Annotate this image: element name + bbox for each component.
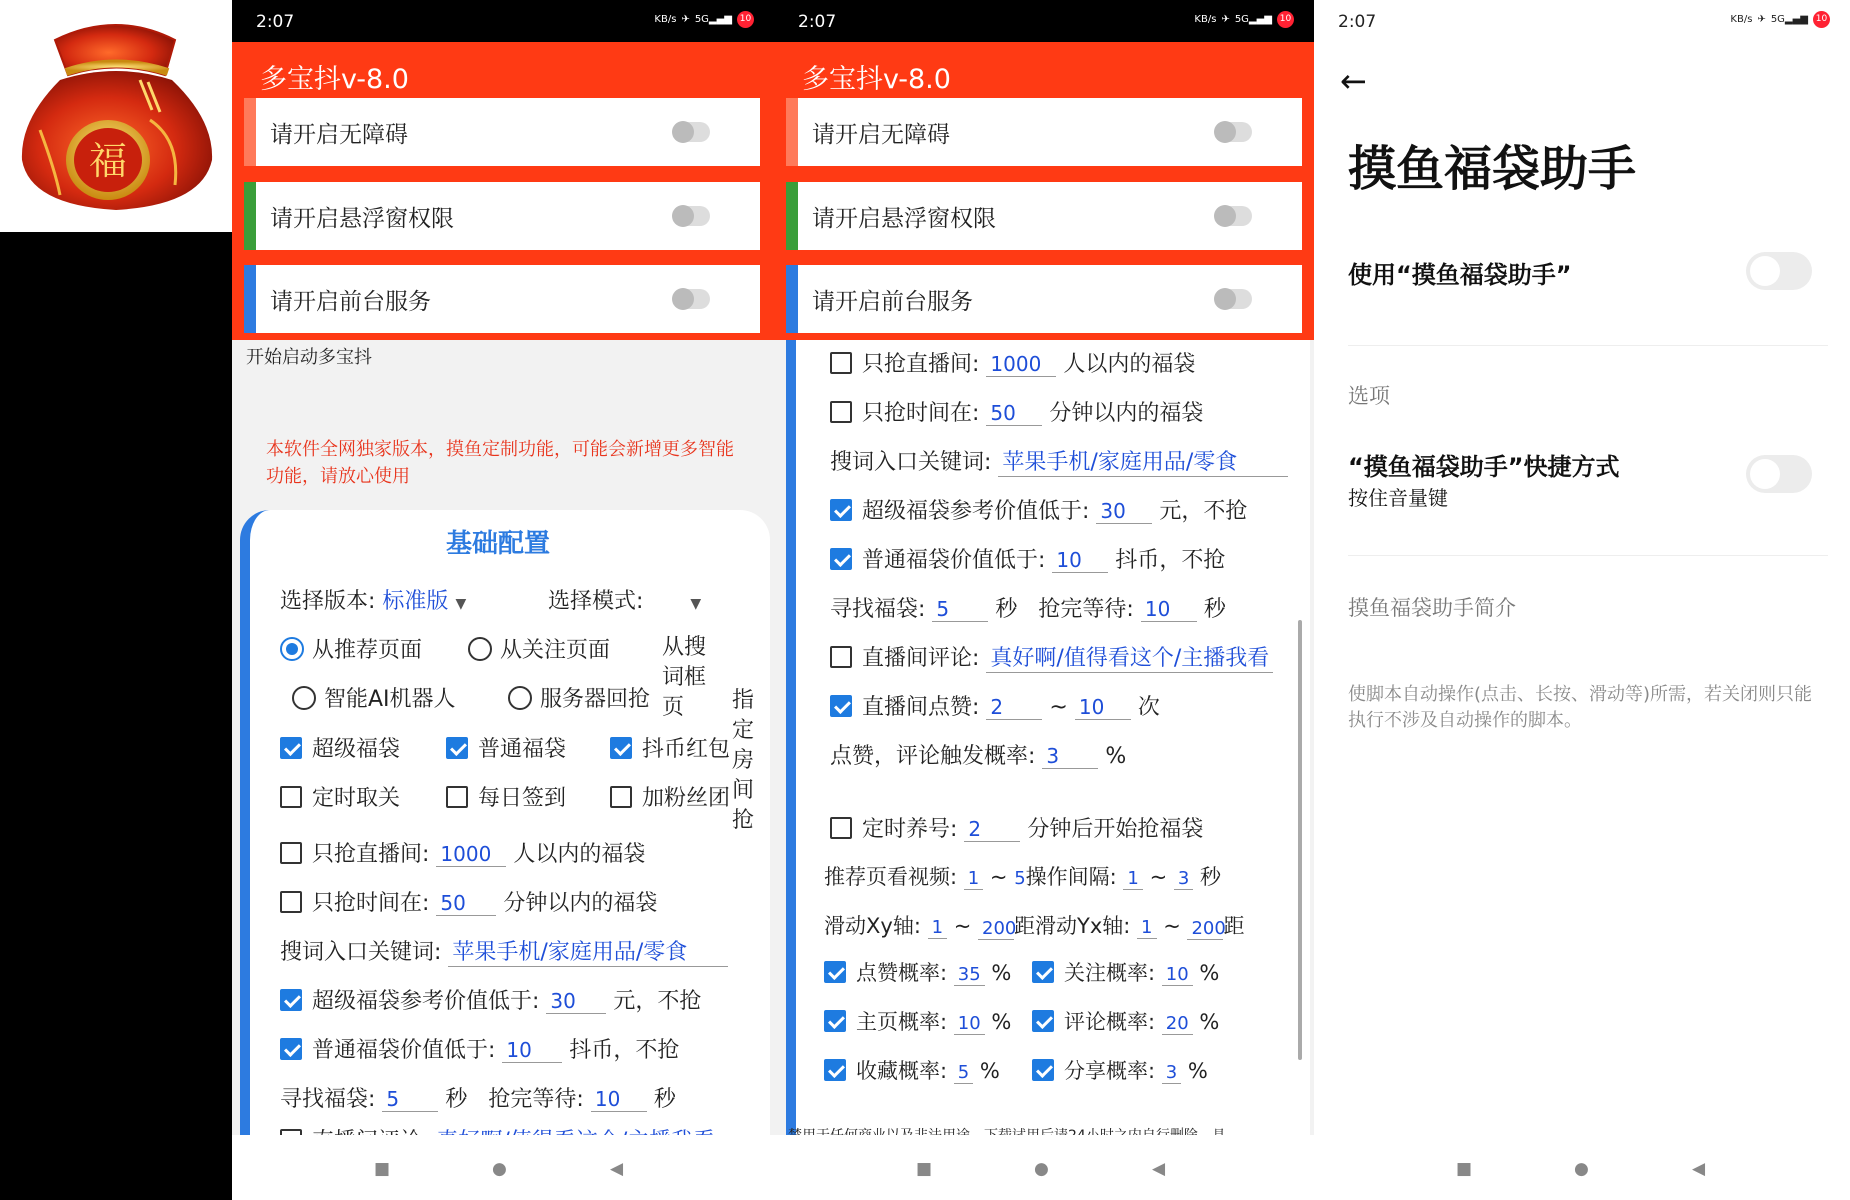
unit: % [1199, 961, 1220, 985]
prob-comment-row [1032, 1006, 1219, 1036]
radio-label: 指定房间抢 [732, 688, 755, 833]
rec-min-input[interactable]: 1 [964, 868, 983, 890]
normal-value-row [830, 543, 1225, 574]
divider [1348, 345, 1828, 346]
options-heading: 选项 [1348, 384, 1390, 408]
home-icon[interactable]: ● [1034, 1159, 1049, 1179]
accent-line [786, 340, 796, 1135]
row-label: 收藏概率: [856, 1059, 948, 1083]
row-label: 推荐页看视频: [824, 865, 958, 889]
sx-min-input[interactable]: 1 [928, 917, 947, 939]
row-suffix: 人以内的福袋 [1063, 352, 1196, 377]
prob-fav-row [824, 1055, 1000, 1085]
tilde: ~ [989, 865, 1008, 889]
prob-follow-row [1032, 957, 1219, 987]
tilde: ~ [1149, 865, 1168, 889]
status-bar [774, 0, 1314, 42]
row-suffix: 抖币，不抢 [1115, 548, 1226, 573]
keyword-input[interactable]: 苹果手机/家庭用品/零食 [448, 935, 728, 967]
nav-bar [774, 1135, 1314, 1200]
super-value-row [280, 984, 701, 1015]
status-time: 2:07 [1338, 12, 1377, 32]
time-limit-input[interactable]: 50 [436, 891, 496, 916]
radio-follow[interactable] [468, 633, 610, 664]
config-title: 基础配置 [446, 529, 551, 559]
back-icon[interactable]: ◀ [1692, 1159, 1706, 1179]
shortcut-label: “摸鱼福袋助手”快捷方式 [1348, 453, 1620, 481]
radio-icon[interactable] [292, 686, 316, 710]
row-label: 抢完等待: [488, 1087, 584, 1112]
status-bar [1314, 0, 1850, 42]
tilde: ~ [1163, 914, 1181, 938]
rec-max-input[interactable]: 5 [1014, 868, 1026, 889]
unit: 秒 [653, 1087, 676, 1112]
cb-label: 抖币红包 [642, 737, 731, 762]
row-label: 寻找福袋: [280, 1087, 376, 1112]
tilde: ~ [953, 914, 972, 938]
shortcut-sub: 按住音量键 [1348, 486, 1448, 510]
foreground-service-card[interactable] [786, 265, 1302, 333]
prob-like-row [824, 957, 1011, 987]
home-prob-input[interactable]: 10 [954, 1013, 985, 1035]
rec-row [824, 861, 1221, 891]
row-label: 超级福袋参考价值低于: [312, 989, 540, 1014]
battery-badge: 10 [1277, 11, 1294, 28]
home-icon[interactable]: ● [1574, 1159, 1589, 1179]
mode-label: 选择模式: [548, 589, 644, 614]
find-input[interactable]: 5 [932, 597, 988, 622]
checkbox-icon[interactable] [824, 961, 846, 983]
unit: 距 [1223, 914, 1245, 938]
card-label: 请开启悬浮窗权限 [270, 206, 454, 232]
app-title: 多宝抖v-8.0 [802, 64, 951, 95]
checkbox-icon[interactable] [280, 842, 302, 864]
swipe-row [824, 910, 1244, 940]
cb-coin[interactable] [610, 732, 730, 763]
cb-fans[interactable] [610, 781, 730, 812]
cb-unfollow[interactable] [280, 781, 400, 812]
notice-text: 本软件全网独家版本，摸鱼定制功能，可能会新增更多智能功能，请放心使用 [266, 439, 734, 487]
row-suffix: 分钟后开始抢福袋 [1027, 817, 1204, 842]
time-limit-row [280, 886, 657, 917]
cb-signin[interactable] [446, 781, 566, 812]
row-label: 搜词入口关键词: [280, 940, 442, 965]
row-suffix: 分钟以内的福袋 [1049, 401, 1204, 426]
card-label: 请开启前台服务 [270, 289, 431, 315]
back-icon[interactable]: ◀ [1152, 1159, 1166, 1179]
cb-label: 加粉丝团 [642, 786, 731, 811]
use-service-label: 使用“摸鱼福袋助手” [1348, 261, 1572, 289]
comment-input[interactable]: 真好啊/值得看这个/主播我看 [986, 641, 1273, 673]
row-label: 超级福袋参考价值低于: [862, 499, 1090, 524]
app-screen-2 [774, 0, 1314, 1200]
chevron-down-icon[interactable]: ▼ [690, 596, 702, 612]
status-icons: KB/s ✈ 5G▂▄▆ 10 [654, 11, 754, 28]
checkbox-icon[interactable] [830, 499, 852, 521]
back-icon[interactable]: ◀ [610, 1159, 624, 1179]
card-label: 请开启前台服务 [812, 289, 973, 315]
unit: % [991, 1010, 1012, 1034]
radio-server[interactable] [508, 682, 650, 713]
foreground-service-card[interactable] [244, 265, 760, 333]
row-label: 寻找福袋: [830, 597, 926, 622]
row-suffix: 分钟以内的福袋 [503, 891, 658, 916]
find-row [830, 592, 1226, 623]
checkbox-icon[interactable] [824, 1059, 846, 1081]
checkbox-icon[interactable] [830, 548, 852, 570]
unit: 秒 [995, 597, 1018, 622]
use-service-toggle[interactable] [1746, 252, 1812, 290]
foreground-toggle[interactable] [1216, 289, 1252, 309]
row-label: 搜词入口关键词: [830, 450, 992, 475]
checkbox-icon[interactable] [280, 1038, 302, 1060]
live-limit-input[interactable]: 1000 [986, 352, 1056, 377]
battery-badge: 10 [737, 11, 754, 28]
recents-icon[interactable]: ■ [916, 1159, 933, 1179]
super-value-input[interactable]: 30 [546, 989, 606, 1014]
radio-recommend[interactable] [280, 633, 422, 664]
row-label: 抢完等待: [1038, 597, 1134, 622]
wait-input[interactable]: 10 [591, 1087, 647, 1112]
home-icon[interactable]: ● [492, 1159, 507, 1179]
checkbox-icon[interactable] [830, 401, 852, 423]
unit: % [979, 1059, 1000, 1083]
overlay-permission-card[interactable] [244, 182, 760, 250]
status-icons: KB/s ✈ 5G▂▄▆ 10 [1730, 11, 1830, 28]
status-bar [232, 0, 774, 42]
status-icons: KB/s ✈ 5G▂▄▆ 10 [1194, 11, 1294, 28]
checkbox-icon[interactable] [1032, 961, 1054, 983]
row-label: 操作间隔: [1025, 865, 1117, 889]
app-header [232, 42, 774, 340]
unit: % [1187, 1059, 1208, 1083]
unit: % [991, 961, 1012, 985]
radio-label: 从搜词框页 [662, 635, 707, 720]
app-title: 多宝抖v-8.0 [260, 64, 409, 95]
row-suffix: 元，不抢 [613, 989, 702, 1014]
row-label: 点赞概率: [856, 961, 948, 985]
page-title: 摸鱼福袋助手 [1348, 141, 1637, 197]
find-input[interactable]: 5 [382, 1087, 438, 1112]
accessibility-settings-screen [1314, 0, 1850, 1200]
app-logo [0, 0, 232, 232]
row-label: 只抢直播间: [862, 352, 980, 377]
prob-home-row [824, 1006, 1011, 1036]
status-time: 2:07 [798, 12, 837, 32]
intro-heading: 摸鱼福袋助手简介 [1348, 596, 1516, 620]
normal-value-row [280, 1033, 679, 1064]
radio-label: 从关注页面 [500, 638, 611, 663]
keyword-input[interactable]: 苹果手机/家庭用品/零食 [998, 445, 1288, 477]
keyword-row [280, 935, 728, 967]
super-value-row [830, 494, 1247, 525]
row-label: 点赞，评论触发概率: [830, 744, 1036, 769]
cb-normal[interactable] [446, 732, 566, 763]
nav-bar [232, 1135, 774, 1200]
live-limit-input[interactable]: 1000 [436, 842, 506, 867]
checkbox-icon[interactable] [446, 786, 468, 808]
accessibility-toggle[interactable] [674, 122, 710, 142]
app-header [774, 42, 1314, 340]
accessibility-card[interactable] [786, 98, 1302, 166]
checkbox-icon[interactable] [1032, 1010, 1054, 1032]
row-label: 只抢时间在: [862, 401, 980, 426]
fav-prob-input[interactable]: 5 [954, 1062, 973, 1084]
checkbox-icon[interactable] [280, 989, 302, 1011]
row-label: 直播间评论: [862, 646, 980, 671]
disclaimer-text [788, 1125, 1226, 1135]
overlay-toggle[interactable] [674, 206, 710, 226]
row-label: 普通福袋价值低于: [862, 548, 1046, 573]
super-value-input[interactable]: 30 [1096, 499, 1152, 524]
live-limit-row [830, 347, 1195, 378]
row-suffix: 人以内的福袋 [513, 842, 646, 867]
card-label: 请开启无障碍 [270, 122, 408, 148]
checkbox-icon[interactable] [830, 352, 852, 374]
radio-icon[interactable] [508, 686, 532, 710]
svg-text:福: 福 [88, 139, 128, 183]
row-label: 直播间点赞: [862, 695, 980, 720]
prob-row [830, 739, 1126, 770]
battery-badge: 10 [1813, 11, 1830, 28]
checkbox-icon[interactable] [830, 695, 852, 717]
unit: 秒 [1203, 597, 1226, 622]
radio-label: 从推荐页面 [312, 638, 423, 663]
checkbox-icon[interactable] [280, 786, 302, 808]
foreground-toggle[interactable] [674, 289, 710, 309]
row-label: 评论概率: [1064, 1010, 1156, 1034]
time-limit-input[interactable]: 50 [986, 401, 1042, 426]
checkbox-icon[interactable] [280, 737, 302, 759]
divider [1348, 555, 1828, 556]
unit: % [1105, 744, 1127, 769]
op-max-input[interactable]: 3 [1174, 868, 1193, 890]
card-label: 请开启悬浮窗权限 [812, 206, 996, 232]
checkbox-icon[interactable] [280, 891, 302, 913]
time-limit-row [830, 396, 1203, 427]
comment-row [830, 641, 1290, 673]
normal-value-input[interactable]: 10 [1052, 548, 1108, 573]
chevron-down-icon[interactable]: ▼ [455, 596, 467, 612]
unit: 秒 [1200, 865, 1221, 889]
radio-label: 智能AI机器人 [324, 687, 456, 712]
radio-ai[interactable] [292, 682, 456, 713]
accessibility-card[interactable] [244, 98, 760, 166]
radio-icon[interactable] [468, 637, 492, 661]
wait-input[interactable]: 10 [1141, 597, 1197, 622]
cb-label: 普通福袋 [478, 737, 567, 762]
recents-icon[interactable]: ■ [1456, 1159, 1473, 1179]
cb-label: 定时取关 [312, 786, 401, 811]
bottom-black [0, 1135, 232, 1200]
normal-value-input[interactable]: 10 [502, 1038, 562, 1063]
row-label: 普通福袋价值低于: [312, 1038, 496, 1063]
checkbox-icon[interactable] [610, 737, 632, 759]
version-select[interactable]: 标准版 [382, 589, 449, 614]
scrollbar[interactable] [1298, 620, 1302, 1060]
unit: 秒 [445, 1087, 468, 1112]
start-text: 开始启动多宝抖 [246, 347, 372, 368]
radio-label: 服务器回抢 [540, 687, 651, 712]
row-label: 分享概率: [1064, 1059, 1156, 1083]
cb-super[interactable] [280, 732, 400, 763]
checkbox-icon[interactable] [824, 1010, 846, 1032]
checkbox-icon[interactable] [446, 737, 468, 759]
op-min-input[interactable]: 1 [1123, 868, 1142, 890]
like-prob-input[interactable]: 35 [954, 964, 985, 986]
row-suffix: 抖币，不抢 [569, 1038, 680, 1063]
shortcut-toggle[interactable] [1746, 455, 1812, 493]
unit: 次 [1137, 695, 1160, 720]
sy-max-input[interactable]: 200 [1187, 918, 1223, 940]
intro-description: 使脚本自动操作(点击、长按、滑动等)所需，若关闭则只能执行不涉及自动操作的脚本。 [1348, 684, 1813, 731]
unit: % [1199, 1010, 1220, 1034]
unit: 距 [1014, 914, 1036, 938]
cb-label: 每日签到 [478, 786, 567, 811]
raise-row [830, 812, 1203, 843]
like-min-input[interactable]: 2 [986, 695, 1042, 720]
sx-max-input[interactable]: 200 [978, 918, 1014, 940]
row-suffix: 元，不抢 [1159, 499, 1248, 524]
share-prob-input[interactable]: 3 [1162, 1062, 1181, 1084]
radio-search[interactable] [662, 633, 722, 723]
prob-input[interactable]: 3 [1042, 744, 1098, 769]
nav-bar [1314, 1135, 1850, 1200]
row-label: 定时养号: [862, 817, 958, 842]
keyword-row [830, 445, 1288, 477]
radio-room[interactable] [732, 686, 760, 836]
row-label: 滑动Yx轴: [1035, 914, 1131, 938]
raise-input[interactable]: 2 [964, 817, 1020, 842]
sy-min-input[interactable]: 1 [1137, 917, 1156, 939]
checkbox-icon[interactable] [830, 646, 852, 668]
follow-prob-input[interactable]: 10 [1162, 964, 1193, 986]
version-label: 选择版本: [280, 589, 376, 614]
back-arrow-icon[interactable]: ← [1340, 62, 1367, 100]
checkbox-icon[interactable] [610, 786, 632, 808]
find-row [280, 1082, 676, 1113]
tilde: ~ [1049, 695, 1068, 720]
row-label: 只抢直播间: [312, 842, 430, 867]
app-screen-1 [232, 0, 774, 1200]
overlay-toggle[interactable] [1216, 206, 1252, 226]
checkbox-icon[interactable] [830, 817, 852, 839]
cb-label: 超级福袋 [312, 737, 401, 762]
row-label: 只抢时间在: [312, 891, 430, 916]
row-label: 滑动Xy轴: [824, 914, 921, 938]
like-row [830, 690, 1160, 721]
comment-prob-input[interactable]: 20 [1162, 1013, 1193, 1035]
row-label: 主页概率: [856, 1010, 948, 1034]
checkbox-icon[interactable] [1032, 1059, 1054, 1081]
like-max-input[interactable]: 10 [1075, 695, 1131, 720]
overlay-permission-card[interactable] [786, 182, 1302, 250]
card-label: 请开启无障碍 [812, 122, 950, 148]
accessibility-toggle[interactable] [1216, 122, 1252, 142]
recents-icon[interactable]: ■ [374, 1159, 391, 1179]
radio-icon[interactable] [280, 637, 304, 661]
prob-share-row [1032, 1055, 1208, 1085]
live-limit-row [280, 837, 645, 868]
status-time: 2:07 [256, 12, 295, 32]
row-label: 关注概率: [1064, 961, 1156, 985]
